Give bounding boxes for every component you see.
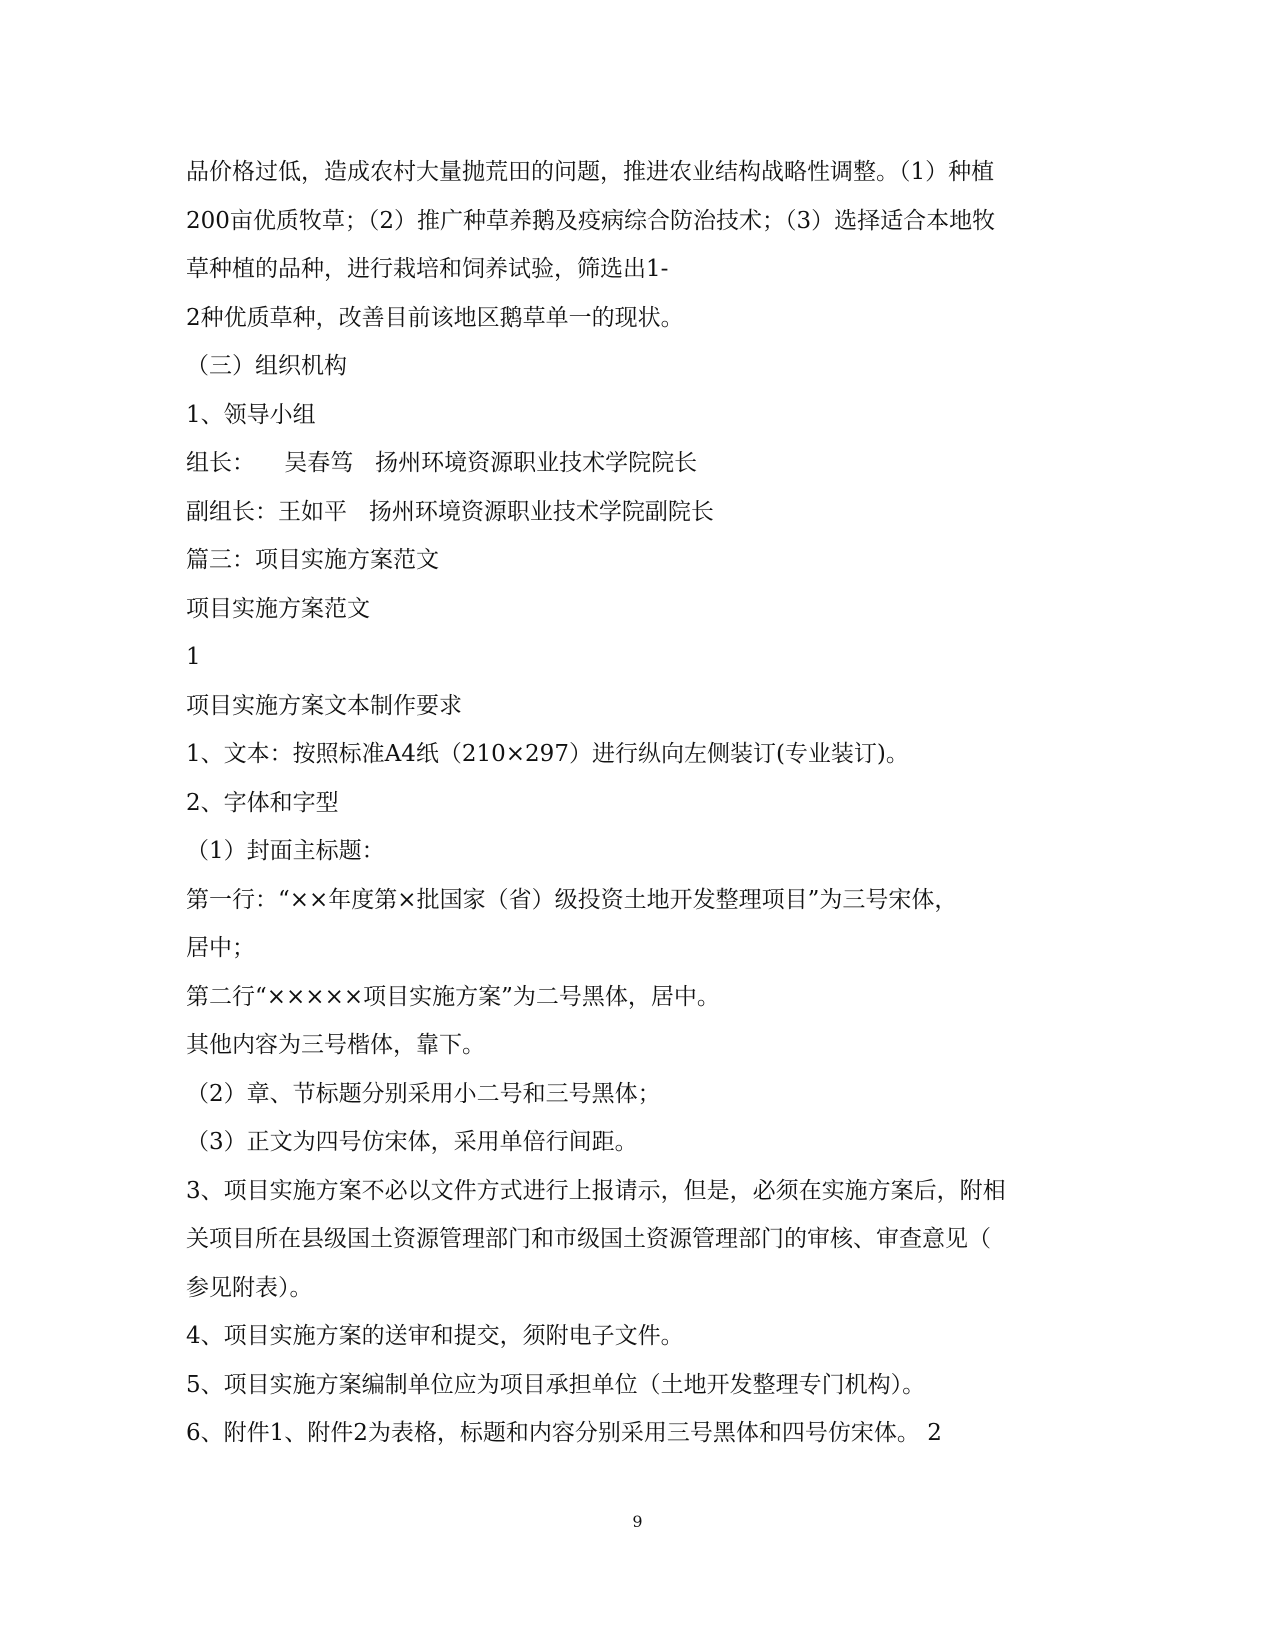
text-line: 居中； [186,935,255,961]
text-line: 关项目所在县级国土资源管理部门和市级国土资源管理部门的审核、审查意见（ [186,1226,991,1252]
text-line: 草种植的品种，进行栽培和饲养试验，筛选出1- [186,256,669,282]
document-title: 项目实施方案范文 [186,595,370,622]
text-line: 200亩优质牧草；（2）推广种草养鹅及疫病综合防治技术；（3）选择适合本地牧 [186,207,996,234]
text-line: 5、项目实施方案编制单位应为项目承担单位（土地开发整理专门机构）。 [186,1371,926,1398]
text-line: 1 [186,644,201,670]
text-line: 6、附件1、附件2为表格，标题和内容分别采用三号黑体和四号仿宋体。 2 [186,1420,942,1446]
page-number: 9 [632,1512,643,1531]
section-heading: 篇三：项目实施方案范文 [186,547,439,573]
text-line: 其他内容为三号楷体，靠下。 [186,1032,485,1058]
text-line: 1、文本：按照标准A4纸（210×297）进行纵向左侧装订(专业装订)。 [186,741,909,767]
section-heading: （三）组织机构 [186,353,347,379]
document-body [186,148,1086,1458]
text-line: 3、项目实施方案不必以文件方式进行上报请示，但是，必须在实施方案后，附相 [186,1177,1006,1204]
section-heading: 项目实施方案文本制作要求 [186,692,462,719]
text-line: （3）正文为四号仿宋体，采用单倍行间距。 [186,1129,638,1155]
text-line: 品价格过低，造成农村大量抛荒田的问题，推进农业结构战略性调整。（1）种植 [186,159,995,185]
text-line: 2、字体和字型 [186,789,339,816]
text-line: 副组长：王如平 扬州环境资源职业技术学院副院长 [186,498,714,525]
text-line: 参见附表）。 [186,1274,313,1301]
text-line: 第一行：“××年度第×批国家（省）级投资土地开发整理项目”为三号宋体， [186,886,958,913]
text-line: 4、项目实施方案的送审和提交，须附电子文件。 [186,1323,684,1349]
subsection-heading: 1、领导小组 [186,401,316,428]
text-line: 第二行“×××××项目实施方案”为二号黑体，居中。 [186,983,720,1010]
text-line: （2）章、节标题分别采用小二号和三号黑体； [186,1080,661,1107]
text-line: 2种优质草种，改善目前该地区鹅草单一的现状。 [186,304,684,331]
text-line: （1）封面主标题： [186,838,385,864]
text-line: 组长： 吴春笃 扬州环境资源职业技术学院院长 [186,450,698,476]
